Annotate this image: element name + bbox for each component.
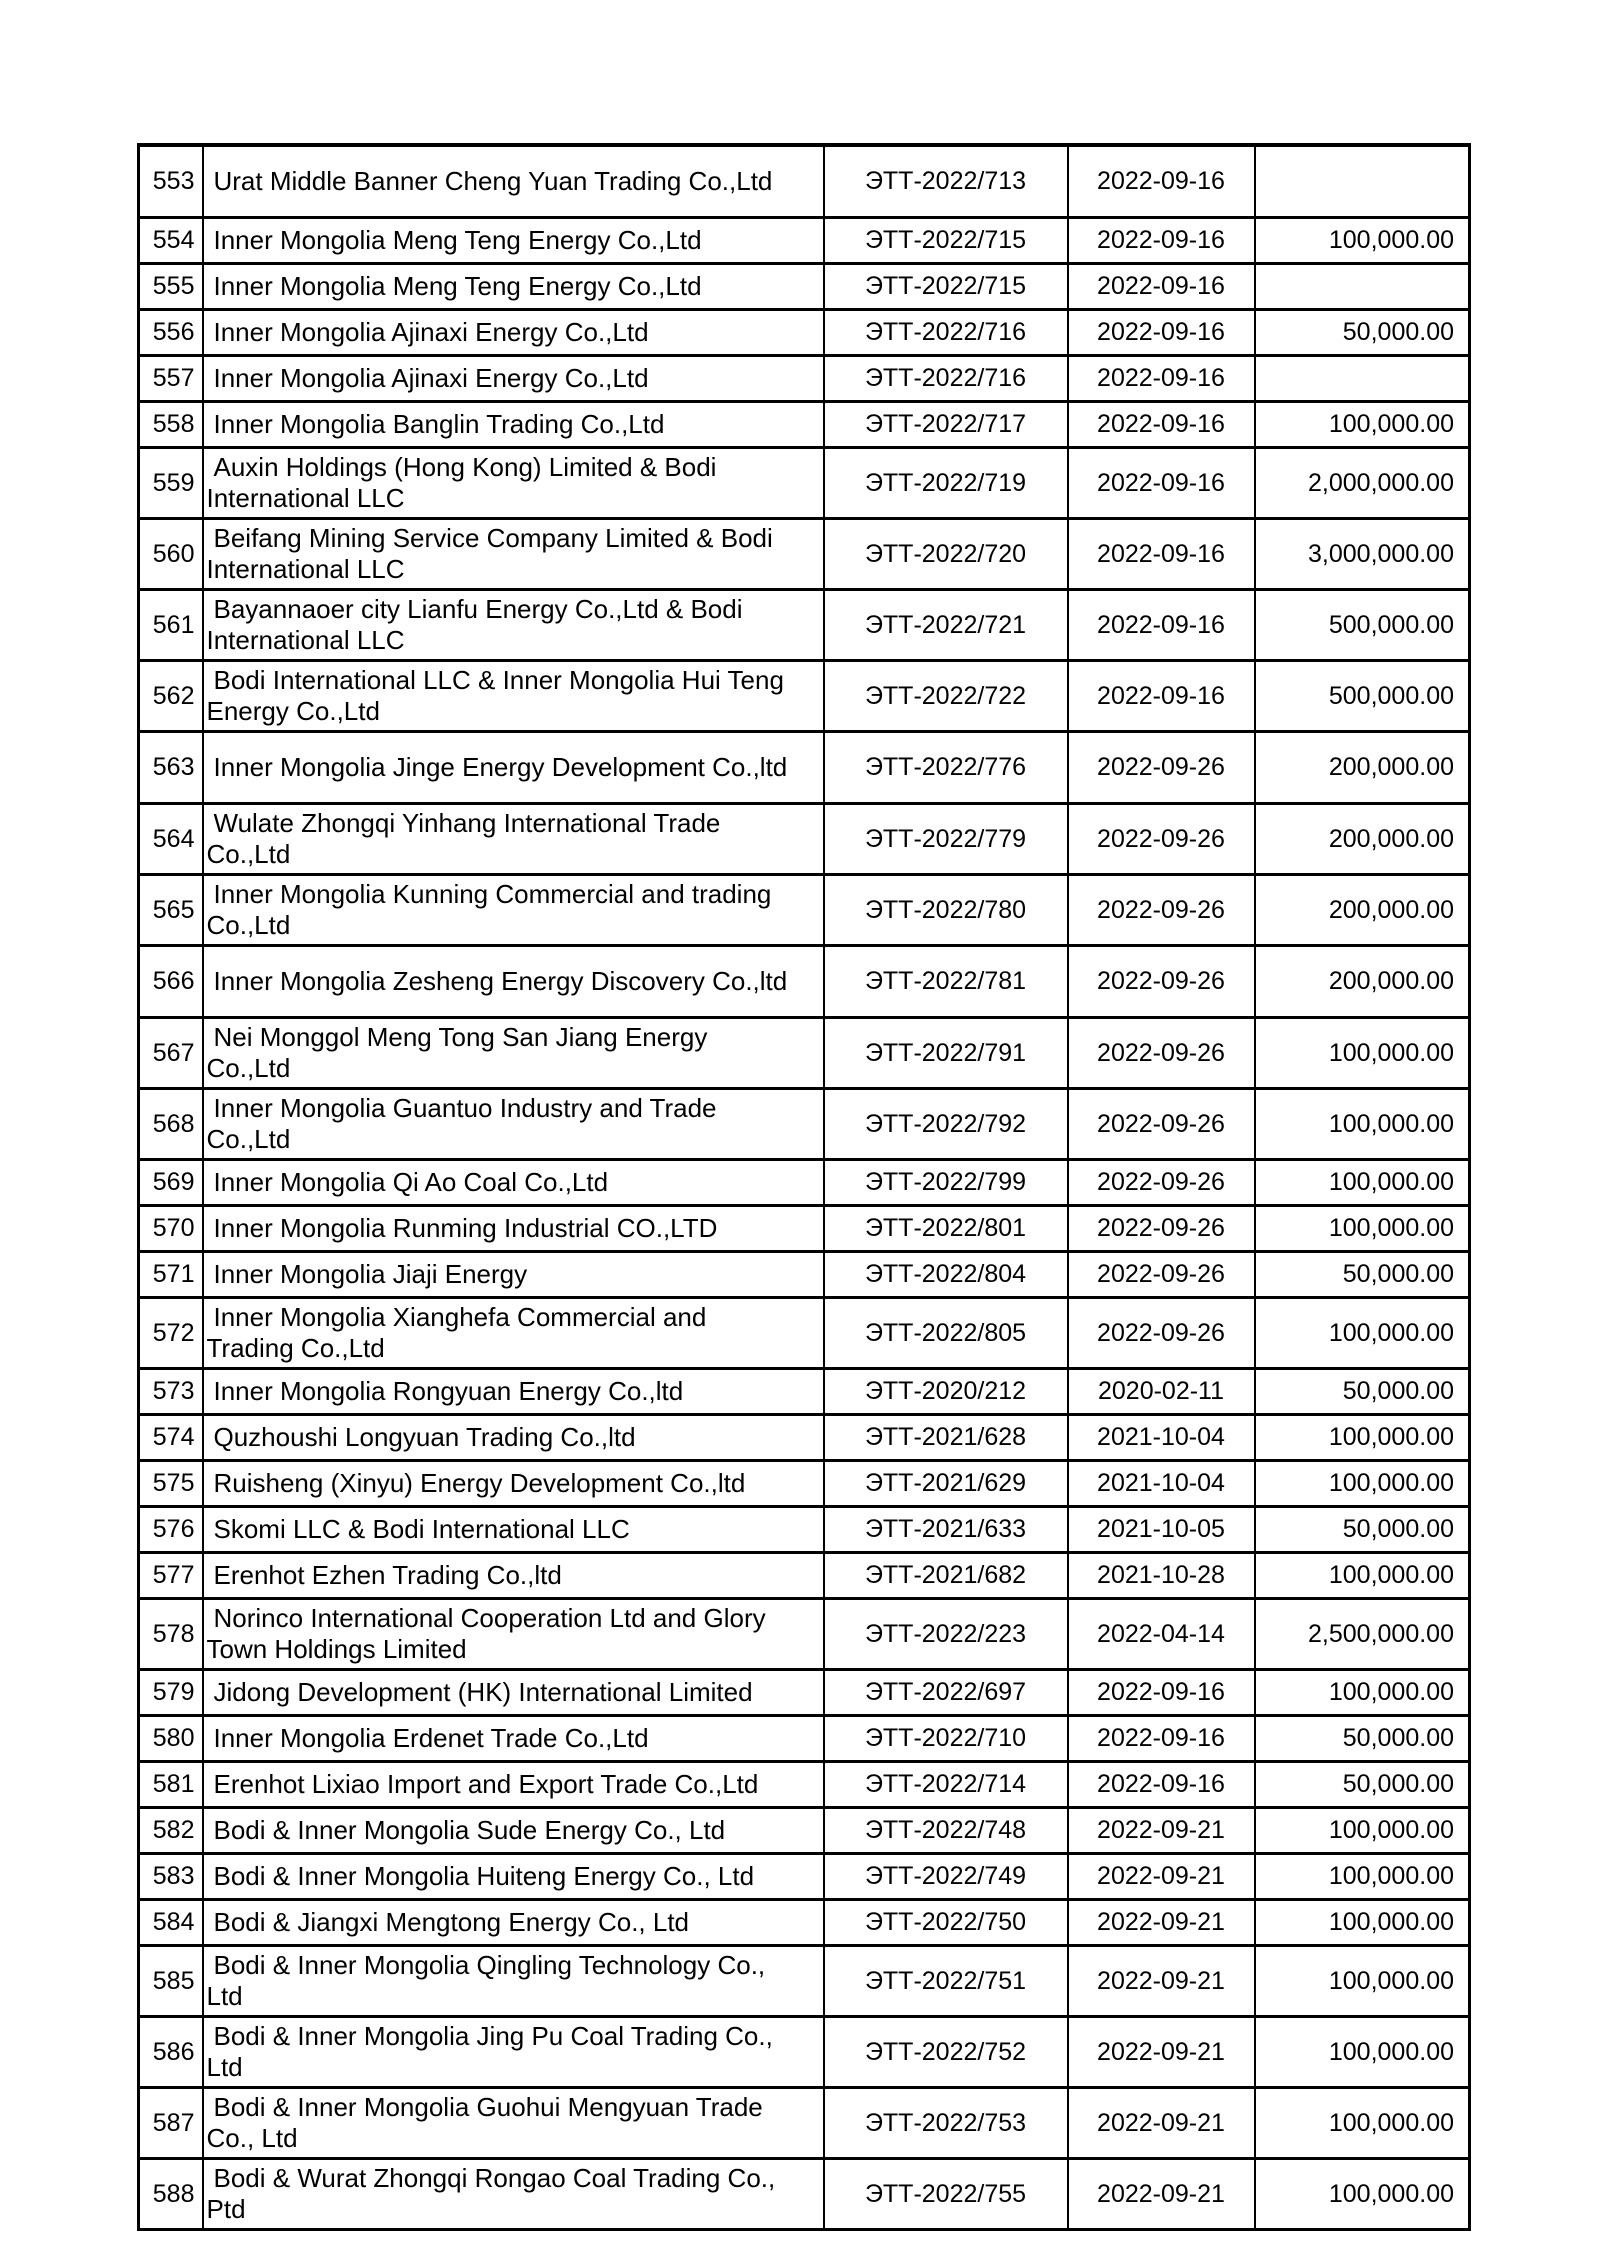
amount-cell: 50,000.00 [1255,309,1470,355]
document-number-cell: ЭТТ-2022/779 [824,803,1068,874]
date-cell: 2022-09-16 [1068,309,1255,355]
document-number-cell: ЭТТ-2022/715 [824,263,1068,309]
amount-cell: 100,000.00 [1255,1899,1470,1945]
row-number-cell: 568 [139,1088,203,1159]
document-number-cell: ЭТТ-2021/629 [824,1460,1068,1506]
amount-cell: 3,000,000.00 [1255,518,1470,589]
amount-cell: 500,000.00 [1255,589,1470,660]
table-row [139,447,1470,518]
company-cell: Bodi & Wurat Zhongqi Rongao Coal Trading Co., Ptd [203,2158,824,2229]
date-cell: 2020-02-11 [1068,1368,1255,1414]
date-cell: 2022-04-14 [1068,1598,1255,1669]
table-row [139,874,1470,945]
document-number-cell: ЭТТ-2022/781 [824,945,1068,1017]
company-cell: Bodi International LLC & Inner Mongolia Hui Teng Energy Co.,Ltd [203,660,824,731]
company-cell: Urat Middle Banner Cheng Yuan Trading Co.,Ltd [203,145,824,217]
table-row [139,217,1470,263]
company-cell: Beifang Mining Service Company Limited & Bodi International LLC [203,518,824,589]
table-row [139,355,1470,401]
company-cell: Auxin Holdings (Hong Kong) Limited & Bodi International LLC [203,447,824,518]
document-number-cell: ЭТТ-2022/717 [824,401,1068,447]
amount-cell: 100,000.00 [1255,2087,1470,2158]
table-row [139,309,1470,355]
date-cell: 2022-09-26 [1068,1159,1255,1205]
date-cell: 2022-09-26 [1068,1017,1255,1088]
date-cell: 2022-09-26 [1068,803,1255,874]
row-number-cell: 553 [139,145,203,217]
document-number-cell: ЭТТ-2021/682 [824,1552,1068,1598]
company-cell: Bodi & Inner Mongolia Jing Pu Coal Trading Co., Ltd [203,2016,824,2087]
document-number-cell: ЭТТ-2022/780 [824,874,1068,945]
date-cell: 2022-09-21 [1068,2016,1255,2087]
row-number-cell: 584 [139,1899,203,1945]
table-row [139,1251,1470,1297]
company-cell: Nei Monggol Meng Tong San Jiang Energy Co.,Ltd [203,1017,824,1088]
document-number-cell: ЭТТ-2022/710 [824,1715,1068,1761]
row-number-cell: 586 [139,2016,203,2087]
document-number-cell: ЭТТ-2022/223 [824,1598,1068,1669]
company-cell: Inner Mongolia Zesheng Energy Discovery Co.,ltd [203,945,824,1017]
table-row [139,1205,1470,1251]
table-row [139,731,1470,803]
document-number-cell: ЭТТ-2022/776 [824,731,1068,803]
amount-cell: 50,000.00 [1255,1761,1470,1807]
amount-cell [1255,145,1470,217]
table-row [139,145,1470,217]
company-cell: Inner Mongolia Meng Teng Energy Co.,Ltd [203,263,824,309]
table-row [139,1017,1470,1088]
date-cell: 2022-09-26 [1068,731,1255,803]
company-cell: Inner Mongolia Erdenet Trade Co.,Ltd [203,1715,824,1761]
table-body [139,145,1470,2229]
company-cell: Bodi & Inner Mongolia Guohui Mengyuan Trade Co., Ltd [203,2087,824,2158]
document-number-cell: ЭТТ-2022/805 [824,1297,1068,1368]
date-cell: 2021-10-28 [1068,1552,1255,1598]
date-cell: 2022-09-16 [1068,589,1255,660]
row-number-cell: 567 [139,1017,203,1088]
date-cell: 2022-09-16 [1068,355,1255,401]
document-number-cell: ЭТТ-2022/799 [824,1159,1068,1205]
company-cell: Inner Mongolia Rongyuan Energy Co.,ltd [203,1368,824,1414]
document-number-cell: ЭТТ-2021/633 [824,1506,1068,1552]
amount-cell: 50,000.00 [1255,1251,1470,1297]
date-cell: 2022-09-16 [1068,263,1255,309]
document-number-cell: ЭТТ-2022/719 [824,447,1068,518]
document-number-cell: ЭТТ-2022/801 [824,1205,1068,1251]
row-number-cell: 560 [139,518,203,589]
row-number-cell: 564 [139,803,203,874]
amount-cell: 2,500,000.00 [1255,1598,1470,1669]
amount-cell: 100,000.00 [1255,1669,1470,1715]
date-cell: 2022-09-16 [1068,401,1255,447]
date-cell: 2022-09-16 [1068,1715,1255,1761]
date-cell: 2022-09-26 [1068,1251,1255,1297]
document-number-cell: ЭТТ-2022/804 [824,1251,1068,1297]
document-number-cell: ЭТТ-2022/753 [824,2087,1068,2158]
row-number-cell: 583 [139,1853,203,1899]
table-row [139,2016,1470,2087]
amount-cell: 200,000.00 [1255,945,1470,1017]
date-cell: 2022-09-21 [1068,1807,1255,1853]
company-cell: Norinco International Cooperation Ltd and Glory Town Holdings Limited [203,1598,824,1669]
document-number-cell: ЭТТ-2022/714 [824,1761,1068,1807]
date-cell: 2022-09-21 [1068,1945,1255,2016]
table-row [139,1853,1470,1899]
table-row [139,1414,1470,1460]
amount-cell: 50,000.00 [1255,1368,1470,1414]
date-cell: 2022-09-21 [1068,1899,1255,1945]
date-cell: 2022-09-21 [1068,1853,1255,1899]
company-cell: Inner Mongolia Kunning Commercial and trading Co.,Ltd [203,874,824,945]
date-cell: 2022-09-26 [1068,1088,1255,1159]
document-number-cell: ЭТТ-2022/750 [824,1899,1068,1945]
amount-cell: 100,000.00 [1255,1460,1470,1506]
date-cell: 2022-09-21 [1068,2158,1255,2229]
date-cell: 2022-09-16 [1068,518,1255,589]
amount-cell: 100,000.00 [1255,401,1470,447]
row-number-cell: 554 [139,217,203,263]
company-cell: Skomi LLC & Bodi International LLC [203,1506,824,1552]
document-number-cell: ЭТТ-2022/748 [824,1807,1068,1853]
amount-cell: 200,000.00 [1255,874,1470,945]
row-number-cell: 556 [139,309,203,355]
amount-cell [1255,355,1470,401]
row-number-cell: 581 [139,1761,203,1807]
table-row [139,1715,1470,1761]
amount-cell: 2,000,000.00 [1255,447,1470,518]
company-cell: Inner Mongolia Ajinaxi Energy Co.,Ltd [203,309,824,355]
company-cell: Inner Mongolia Jinge Energy Development Co.,ltd [203,731,824,803]
company-cell: Quzhoushi Longyuan Trading Co.,ltd [203,1414,824,1460]
document-number-cell: ЭТТ-2022/720 [824,518,1068,589]
row-number-cell: 588 [139,2158,203,2229]
document-number-cell: ЭТТ-2020/212 [824,1368,1068,1414]
row-number-cell: 587 [139,2087,203,2158]
company-cell: Bodi & Jiangxi Mengtong Energy Co., Ltd [203,1899,824,1945]
company-cell: Ruisheng (Xinyu) Energy Development Co.,ltd [203,1460,824,1506]
date-cell: 2022-09-21 [1068,2087,1255,2158]
company-cell: Inner Mongolia Jiaji Energy [203,1251,824,1297]
row-number-cell: 555 [139,263,203,309]
row-number-cell: 565 [139,874,203,945]
document-number-cell: ЭТТ-2022/697 [824,1669,1068,1715]
amount-cell [1255,263,1470,309]
amount-cell: 100,000.00 [1255,2016,1470,2087]
amount-cell: 100,000.00 [1255,1297,1470,1368]
table-row [139,401,1470,447]
document-number-cell: ЭТТ-2022/749 [824,1853,1068,1899]
date-cell: 2022-09-16 [1068,660,1255,731]
date-cell: 2022-09-16 [1068,145,1255,217]
company-cell: Bayannaoer city Lianfu Energy Co.,Ltd & Bodi International LLC [203,589,824,660]
table-row [139,1807,1470,1853]
table-row [139,803,1470,874]
table-row [139,263,1470,309]
company-cell: Inner Mongolia Ajinaxi Energy Co.,Ltd [203,355,824,401]
company-cell: Inner Mongolia Xianghefa Commercial and Trading Co.,Ltd [203,1297,824,1368]
table-row [139,1460,1470,1506]
registry-table [137,143,1471,2231]
amount-cell: 100,000.00 [1255,1159,1470,1205]
date-cell: 2021-10-04 [1068,1414,1255,1460]
amount-cell: 100,000.00 [1255,1205,1470,1251]
date-cell: 2022-09-26 [1068,874,1255,945]
document-number-cell: ЭТТ-2022/713 [824,145,1068,217]
date-cell: 2022-09-26 [1068,1205,1255,1251]
company-cell: Bodi & Inner Mongolia Sude Energy Co., Ltd [203,1807,824,1853]
table-row [139,1368,1470,1414]
amount-cell: 100,000.00 [1255,1807,1470,1853]
row-number-cell: 578 [139,1598,203,1669]
document-number-cell: ЭТТ-2021/628 [824,1414,1068,1460]
date-cell: 2021-10-05 [1068,1506,1255,1552]
row-number-cell: 558 [139,401,203,447]
row-number-cell: 570 [139,1205,203,1251]
row-number-cell: 572 [139,1297,203,1368]
row-number-cell: 562 [139,660,203,731]
company-cell: Erenhot Ezhen Trading Co.,ltd [203,1552,824,1598]
row-number-cell: 566 [139,945,203,1017]
row-number-cell: 585 [139,1945,203,2016]
amount-cell: 200,000.00 [1255,803,1470,874]
company-cell: Bodi & Inner Mongolia Qingling Technology Co., Ltd [203,1945,824,2016]
row-number-cell: 573 [139,1368,203,1414]
table-row [139,518,1470,589]
table-row [139,2087,1470,2158]
row-number-cell: 569 [139,1159,203,1205]
row-number-cell: 557 [139,355,203,401]
table-row [139,1506,1470,1552]
table-row [139,1552,1470,1598]
date-cell: 2022-09-26 [1068,945,1255,1017]
table-row [139,660,1470,731]
amount-cell: 100,000.00 [1255,1552,1470,1598]
amount-cell: 100,000.00 [1255,2158,1470,2229]
table-row [139,945,1470,1017]
company-cell: Inner Mongolia Qi Ao Coal Co.,Ltd [203,1159,824,1205]
row-number-cell: 580 [139,1715,203,1761]
table-row [139,1598,1470,1669]
table-row [139,1159,1470,1205]
table-row [139,1088,1470,1159]
row-number-cell: 579 [139,1669,203,1715]
date-cell: 2021-10-04 [1068,1460,1255,1506]
amount-cell: 50,000.00 [1255,1506,1470,1552]
document-number-cell: ЭТТ-2022/716 [824,355,1068,401]
amount-cell: 100,000.00 [1255,1853,1470,1899]
company-cell: Erenhot Lixiao Import and Export Trade Co.,Ltd [203,1761,824,1807]
row-number-cell: 561 [139,589,203,660]
amount-cell: 200,000.00 [1255,731,1470,803]
table-row [139,1761,1470,1807]
document-number-cell: ЭТТ-2022/752 [824,2016,1068,2087]
table-row [139,1945,1470,2016]
company-cell: Bodi & Inner Mongolia Huiteng Energy Co., Ltd [203,1853,824,1899]
amount-cell: 100,000.00 [1255,1017,1470,1088]
row-number-cell: 559 [139,447,203,518]
amount-cell: 50,000.00 [1255,1715,1470,1761]
row-number-cell: 574 [139,1414,203,1460]
row-number-cell: 571 [139,1251,203,1297]
row-number-cell: 582 [139,1807,203,1853]
company-cell: Inner Mongolia Guantuo Industry and Trade Co.,Ltd [203,1088,824,1159]
document-number-cell: ЭТТ-2022/755 [824,2158,1068,2229]
date-cell: 2022-09-16 [1068,1761,1255,1807]
document-number-cell: ЭТТ-2022/716 [824,309,1068,355]
amount-cell: 500,000.00 [1255,660,1470,731]
document-number-cell: ЭТТ-2022/722 [824,660,1068,731]
date-cell: 2022-09-26 [1068,1297,1255,1368]
company-cell: Jidong Development (HK) International Limited [203,1669,824,1715]
row-number-cell: 575 [139,1460,203,1506]
table-row [139,1899,1470,1945]
amount-cell: 100,000.00 [1255,1414,1470,1460]
document-number-cell: ЭТТ-2022/715 [824,217,1068,263]
row-number-cell: 576 [139,1506,203,1552]
date-cell: 2022-09-16 [1068,1669,1255,1715]
row-number-cell: 563 [139,731,203,803]
document-number-cell: ЭТТ-2022/792 [824,1088,1068,1159]
company-cell: Inner Mongolia Runming Industrial CO.,LTD [203,1205,824,1251]
company-cell: Wulate Zhongqi Yinhang International Trade Co.,Ltd [203,803,824,874]
table-row [139,1297,1470,1368]
table-row [139,2158,1470,2229]
row-number-cell: 577 [139,1552,203,1598]
amount-cell: 100,000.00 [1255,1088,1470,1159]
amount-cell: 100,000.00 [1255,217,1470,263]
document-number-cell: ЭТТ-2022/791 [824,1017,1068,1088]
amount-cell: 100,000.00 [1255,1945,1470,2016]
document-number-cell: ЭТТ-2022/721 [824,589,1068,660]
document-number-cell: ЭТТ-2022/751 [824,1945,1068,2016]
company-cell: Inner Mongolia Banglin Trading Co.,Ltd [203,401,824,447]
company-cell: Inner Mongolia Meng Teng Energy Co.,Ltd [203,217,824,263]
table-row [139,589,1470,660]
date-cell: 2022-09-16 [1068,447,1255,518]
table-row [139,1669,1470,1715]
date-cell: 2022-09-16 [1068,217,1255,263]
